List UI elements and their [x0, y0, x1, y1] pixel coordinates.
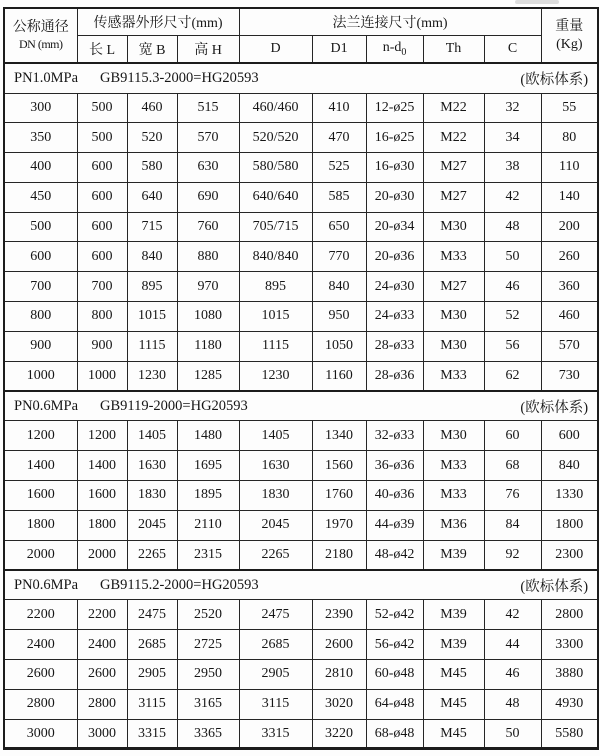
cell: 3365: [177, 719, 239, 749]
cell: M33: [423, 451, 484, 481]
table-row: [4, 719, 598, 749]
cell: 1200: [77, 421, 127, 451]
cell: 1400: [4, 451, 77, 481]
cell: M27: [423, 182, 484, 212]
cell: M30: [423, 302, 484, 332]
cell: 62: [484, 361, 541, 391]
cell: 40-ø36: [366, 481, 423, 511]
cell: 1200: [4, 421, 77, 451]
cell: 840: [541, 451, 598, 481]
table-row: [4, 182, 598, 212]
cell: 3115: [239, 689, 312, 719]
cell: 3165: [177, 689, 239, 719]
section-header-row: [4, 391, 598, 421]
cell: 450: [4, 182, 77, 212]
cell: 460: [127, 93, 177, 123]
cell: 300: [4, 93, 77, 123]
cell: 2000: [77, 540, 127, 570]
cell: 68: [484, 451, 541, 481]
cell: 1695: [177, 451, 239, 481]
table-row: [4, 630, 598, 660]
section-header-cell: [4, 63, 598, 93]
cell: 500: [4, 212, 77, 242]
col-header-d1: D1: [312, 35, 366, 63]
cell: 3880: [541, 660, 598, 690]
cell: 520/520: [239, 123, 312, 153]
cell: 700: [4, 272, 77, 302]
scan-artifact: [515, 0, 559, 4]
cell: 3020: [312, 689, 366, 719]
cell: 900: [4, 331, 77, 361]
table-header: [4, 8, 598, 63]
cell: 2045: [239, 510, 312, 540]
cell: M30: [423, 421, 484, 451]
cell: 52-ø42: [366, 600, 423, 630]
cell: M33: [423, 361, 484, 391]
cell: 840: [127, 242, 177, 272]
cell: 1050: [312, 331, 366, 361]
cell: 690: [177, 182, 239, 212]
cell: 2475: [239, 600, 312, 630]
cell: 400: [4, 153, 77, 183]
cell: 260: [541, 242, 598, 272]
section-standard: GB9119-2000=HG20593: [100, 397, 248, 414]
cell: M39: [423, 630, 484, 660]
cell: 470: [312, 123, 366, 153]
cell: 2200: [4, 600, 77, 630]
cell: 705/715: [239, 212, 312, 242]
cell: 64-ø48: [366, 689, 423, 719]
table-row: [4, 421, 598, 451]
cell: 970: [177, 272, 239, 302]
cell: 1230: [239, 361, 312, 391]
table-row: [4, 331, 598, 361]
cell: 24-ø33: [366, 302, 423, 332]
cell: 600: [77, 182, 127, 212]
cell: 2800: [77, 689, 127, 719]
cell: 1340: [312, 421, 366, 451]
table-row: [4, 689, 598, 719]
cell: M39: [423, 600, 484, 630]
cell: 42: [484, 600, 541, 630]
col-header-nd0: $n-d_0$: [366, 35, 423, 63]
table-row: [4, 272, 598, 302]
cell: 52: [484, 302, 541, 332]
cell: 800: [77, 302, 127, 332]
cell: M22: [423, 93, 484, 123]
cell: 2400: [4, 630, 77, 660]
section-system: (欧标体系): [520, 71, 589, 88]
cell: M30: [423, 212, 484, 242]
cell: 730: [541, 361, 598, 391]
cell: 500: [77, 93, 127, 123]
cell: 640: [127, 182, 177, 212]
cell: 700: [77, 272, 127, 302]
cell: 48-ø42: [366, 540, 423, 570]
cell: 410: [312, 93, 366, 123]
weight-title: 重量: [555, 19, 584, 34]
cell: 580/580: [239, 153, 312, 183]
cell: 56-ø42: [366, 630, 423, 660]
cell: 12-ø25: [366, 93, 423, 123]
cell: 1600: [4, 481, 77, 511]
cell: 60-ø48: [366, 660, 423, 690]
cell: 2400: [77, 630, 127, 660]
cell: 1180: [177, 331, 239, 361]
cell: 1000: [4, 361, 77, 391]
cell: 520: [127, 123, 177, 153]
cell: 800: [4, 302, 77, 332]
col-header-dn: [4, 8, 77, 63]
cell: 3115: [127, 689, 177, 719]
cell: 1330: [541, 481, 598, 511]
cell: 1560: [312, 451, 366, 481]
cell: 2600: [312, 630, 366, 660]
table-row: [4, 600, 598, 630]
col-group-flange: 法兰连接尺寸(mm): [239, 8, 541, 35]
cell: 1405: [239, 421, 312, 451]
cell: 650: [312, 212, 366, 242]
cell: 20-ø30: [366, 182, 423, 212]
cell: 16-ø25: [366, 123, 423, 153]
cell: 1895: [177, 481, 239, 511]
cell: 38: [484, 153, 541, 183]
table-row: [4, 242, 598, 272]
cell: 32-ø33: [366, 421, 423, 451]
cell: 48: [484, 212, 541, 242]
cell: 570: [177, 123, 239, 153]
cell: 2600: [4, 660, 77, 690]
weight-unit: (Kg): [556, 36, 583, 52]
cell: 460/460: [239, 93, 312, 123]
cell: 1970: [312, 510, 366, 540]
cell: 16-ø30: [366, 153, 423, 183]
col-header-weight: [541, 8, 598, 63]
cell: 2685: [127, 630, 177, 660]
dn-title: 公称通径: [12, 20, 69, 36]
cell: 895: [127, 272, 177, 302]
cell: 48: [484, 689, 541, 719]
cell: 600: [77, 242, 127, 272]
cell: 3220: [312, 719, 366, 749]
cell: 1285: [177, 361, 239, 391]
cell: 2200: [77, 600, 127, 630]
cell: M22: [423, 123, 484, 153]
cell: 2180: [312, 540, 366, 570]
cell: 2685: [239, 630, 312, 660]
cell: 28-ø33: [366, 331, 423, 361]
cell: 2265: [239, 540, 312, 570]
cell: 5580: [541, 719, 598, 749]
cell: 1630: [239, 451, 312, 481]
section-header-row: [4, 63, 598, 93]
cell: M33: [423, 481, 484, 511]
cell: 1830: [239, 481, 312, 511]
cell: M45: [423, 689, 484, 719]
dn-subtitle: DN (mm): [19, 36, 63, 51]
cell: M33: [423, 242, 484, 272]
cell: 1480: [177, 421, 239, 451]
cell: 44-ø39: [366, 510, 423, 540]
cell: M27: [423, 153, 484, 183]
cell: 600: [541, 421, 598, 451]
cell: 68-ø48: [366, 719, 423, 749]
col-header-th: Th: [423, 35, 484, 63]
cell: 1115: [239, 331, 312, 361]
cell: M45: [423, 660, 484, 690]
cell: 2265: [127, 540, 177, 570]
cell: 760: [177, 212, 239, 242]
cell: 600: [77, 153, 127, 183]
table-row: [4, 212, 598, 242]
cell: 2110: [177, 510, 239, 540]
cell: 76: [484, 481, 541, 511]
cell: 1160: [312, 361, 366, 391]
cell: 50: [484, 242, 541, 272]
cell: 2905: [127, 660, 177, 690]
cell: 950: [312, 302, 366, 332]
cell: 46: [484, 272, 541, 302]
cell: 50: [484, 719, 541, 749]
cell: 570: [541, 331, 598, 361]
cell: 600: [4, 242, 77, 272]
table-row: [4, 123, 598, 153]
section-system: (欧标体系): [520, 399, 589, 416]
cell: 80: [541, 123, 598, 153]
cell: 895: [239, 272, 312, 302]
cell: 1760: [312, 481, 366, 511]
cell: 46: [484, 660, 541, 690]
cell: 3315: [127, 719, 177, 749]
cell: 640/640: [239, 182, 312, 212]
cell: 360: [541, 272, 598, 302]
dimension-spec-table: [3, 7, 599, 750]
cell: 42: [484, 182, 541, 212]
col-header-length: 长 L: [77, 35, 127, 63]
cell: 1230: [127, 361, 177, 391]
cell: 715: [127, 212, 177, 242]
cell: 1630: [127, 451, 177, 481]
cell: 84: [484, 510, 541, 540]
col-header-width: 宽 B: [127, 35, 177, 63]
cell: 200: [541, 212, 598, 242]
cell: 2390: [312, 600, 366, 630]
table-row: [4, 481, 598, 511]
cell: 36-ø36: [366, 451, 423, 481]
section-standard: GB9115.3-2000=HG20593: [100, 69, 259, 86]
cell: 880: [177, 242, 239, 272]
cell: 1830: [127, 481, 177, 511]
cell: 20-ø36: [366, 242, 423, 272]
table-row: [4, 153, 598, 183]
cell: 3000: [4, 719, 77, 749]
cell: 34: [484, 123, 541, 153]
cell: 2520: [177, 600, 239, 630]
cell: 28-ø36: [366, 361, 423, 391]
cell: M30: [423, 331, 484, 361]
cell: 2800: [541, 600, 598, 630]
table-row: [4, 361, 598, 391]
section-pressure: PN0.6MPa: [14, 397, 79, 414]
cell: 92: [484, 540, 541, 570]
cell: 2950: [177, 660, 239, 690]
cell: 500: [77, 123, 127, 153]
cell: 2800: [4, 689, 77, 719]
cell: 840/840: [239, 242, 312, 272]
cell: 56: [484, 331, 541, 361]
cell: 1400: [77, 451, 127, 481]
cell: 110: [541, 153, 598, 183]
cell: 44: [484, 630, 541, 660]
cell: 2315: [177, 540, 239, 570]
cell: 1600: [77, 481, 127, 511]
cell: M39: [423, 540, 484, 570]
cell: 585: [312, 182, 366, 212]
cell: 1405: [127, 421, 177, 451]
section-header-row: [4, 570, 598, 600]
col-group-sensor: 传感器外形尺寸(mm): [77, 8, 239, 35]
cell: 55: [541, 93, 598, 123]
cell: 2475: [127, 600, 177, 630]
cell: M36: [423, 510, 484, 540]
table-row: [4, 540, 598, 570]
cell: 840: [312, 272, 366, 302]
cell: 580: [127, 153, 177, 183]
table-row: [4, 660, 598, 690]
cell: 2045: [127, 510, 177, 540]
col-header-c: C: [484, 35, 541, 63]
cell: 2000: [4, 540, 77, 570]
cell: 24-ø30: [366, 272, 423, 302]
section-header-cell: [4, 391, 598, 421]
table-row: [4, 302, 598, 332]
cell: 4930: [541, 689, 598, 719]
section-pressure: PN0.6MPa: [14, 576, 79, 593]
col-header-d: D: [239, 35, 312, 63]
cell: 3315: [239, 719, 312, 749]
cell: 60: [484, 421, 541, 451]
cell: 900: [77, 331, 127, 361]
cell: 3000: [77, 719, 127, 749]
cell: 460: [541, 302, 598, 332]
section-system: (欧标体系): [520, 578, 589, 595]
cell: 2725: [177, 630, 239, 660]
section-header-cell: [4, 570, 598, 600]
cell: 1015: [239, 302, 312, 332]
cell: 140: [541, 182, 598, 212]
col-header-height: 高 H: [177, 35, 239, 63]
cell: 1115: [127, 331, 177, 361]
table-row: [4, 451, 598, 481]
cell: 1015: [127, 302, 177, 332]
cell: M45: [423, 719, 484, 749]
table-body: [4, 63, 598, 749]
cell: 2300: [541, 540, 598, 570]
cell: 32: [484, 93, 541, 123]
section-standard: GB9115.2-2000=HG20593: [100, 576, 259, 593]
cell: 1800: [77, 510, 127, 540]
cell: 2810: [312, 660, 366, 690]
cell: 1800: [541, 510, 598, 540]
section-pressure: PN1.0MPa: [14, 69, 79, 86]
cell: 20-ø34: [366, 212, 423, 242]
cell: 770: [312, 242, 366, 272]
cell: 1800: [4, 510, 77, 540]
cell: 2600: [77, 660, 127, 690]
cell: 350: [4, 123, 77, 153]
cell: 525: [312, 153, 366, 183]
cell: 2905: [239, 660, 312, 690]
cell: M27: [423, 272, 484, 302]
cell: 600: [77, 212, 127, 242]
cell: 1000: [77, 361, 127, 391]
cell: 515: [177, 93, 239, 123]
cell: 1080: [177, 302, 239, 332]
cell: 3300: [541, 630, 598, 660]
cell: 630: [177, 153, 239, 183]
table-row: [4, 93, 598, 123]
table-row: [4, 510, 598, 540]
